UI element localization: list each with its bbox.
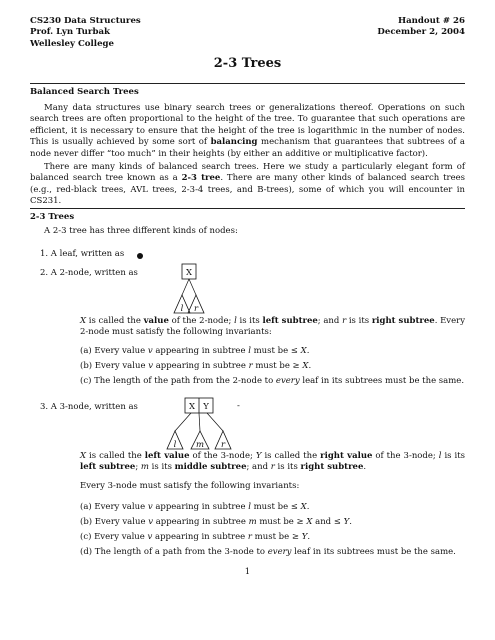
- handout-date: December 2, 2004: [377, 27, 465, 38]
- three-node-invariant-d: (d) The length of a path from the 3-node to every leaf in its subtrees must be the same.: [80, 547, 456, 557]
- leaf-node-icon: [137, 253, 143, 259]
- two-node-invariant-c: (c) The length of the path from the 2-node to every leaf in its subtrees must be the same.: [80, 376, 465, 386]
- three-node-invariant-a: (a) Every value v appearing in subtree l must be ≤ X.: [80, 502, 310, 512]
- section-heading-23trees: 2-3 Trees: [30, 212, 75, 222]
- left-subtree-label: l: [180, 304, 184, 314]
- middle-subtree-label: m: [195, 440, 205, 450]
- three-node-right-value: Y: [203, 402, 209, 412]
- two-node-value: X: [185, 268, 193, 278]
- section-divider: [30, 208, 465, 209]
- paragraph-balanced-1: Many data structures use binary search trees or generalizations thereof. Operations on such search trees are often proportional to the height of the tree. To guarantee that such operations are efficient, it is necessary to ensure that the height of the tree is logarithmic in the number of nodes. This is usually achieved by some sort of balancing mechanism that guarantees that subtrees of a node never differ “too much” in their heights (by either an additive or multiplicative factor).: [30, 103, 465, 159]
- handout-number: Handout # 26: [397, 16, 465, 26]
- three-node-invariants-intro: Every 3-node must satisfy the following invariants:: [80, 481, 300, 491]
- three-node-left-value: X: [188, 402, 196, 412]
- page-number: 1: [244, 567, 251, 577]
- header-right: [377, 16, 465, 39]
- right-subtree-label: r: [220, 440, 226, 450]
- two-node-description: X is called the value of the 2-node; l is its left subtree; and r is its right subtree. Every 2-node must satisfy the following invariants:: [80, 316, 465, 338]
- three-node-diagram: [165, 396, 275, 456]
- course-name: CS230 Data Structures: [30, 16, 141, 26]
- list-item-leaf: 1. A leaf, written as: [40, 249, 125, 259]
- left-subtree-label: l: [173, 440, 177, 450]
- author-name: Prof. Lyn Turbak: [30, 27, 110, 38]
- two-node-diagram: [160, 262, 220, 320]
- two-node-invariant-b: (b) Every value v appearing in subtree r must be ≥ X.: [80, 361, 312, 371]
- three-node-description: X is called the left value of the 3-node; Y is called the right value of the 3-node; l is its left subtree; m is its middle subtree; and r is its right subtree.: [80, 451, 466, 473]
- three-node-invariant-b: (b) Every value v appearing in subtree m must be ≥ X and ≤ Y.: [80, 517, 352, 527]
- right-subtree-label: r: [193, 304, 199, 314]
- stray-mark: -: [237, 401, 240, 411]
- paragraph-balanced-2: There are many kinds of balanced search trees. Here we study a particularly elegant form of balanced search tree known as a 2-3 tree. There are many other kinds of balanced search trees (e.g., red-black trees, AVL trees, 2-3-4 trees, and B-trees), some of which you will encounter in CS231.: [30, 162, 465, 207]
- page-title: 2-3 Trees: [213, 56, 282, 71]
- school-name: Wellesley College: [30, 38, 115, 49]
- list-item-2node: 2. A 2-node, written as: [40, 268, 138, 278]
- header-left: [30, 16, 141, 50]
- section-heading-balanced: Balanced Search Trees: [30, 87, 139, 97]
- intro-sentence: A 2-3 tree has three different kinds of nodes:: [44, 226, 238, 236]
- list-item-3node: 3. A 3-node, written as: [40, 402, 138, 412]
- three-node-invariant-c: (c) Every value v appearing in subtree r must be ≥ Y.: [80, 532, 311, 542]
- two-node-invariant-a: (a) Every value v appearing in subtree l must be ≤ X.: [80, 346, 310, 356]
- section-divider: [30, 83, 465, 84]
